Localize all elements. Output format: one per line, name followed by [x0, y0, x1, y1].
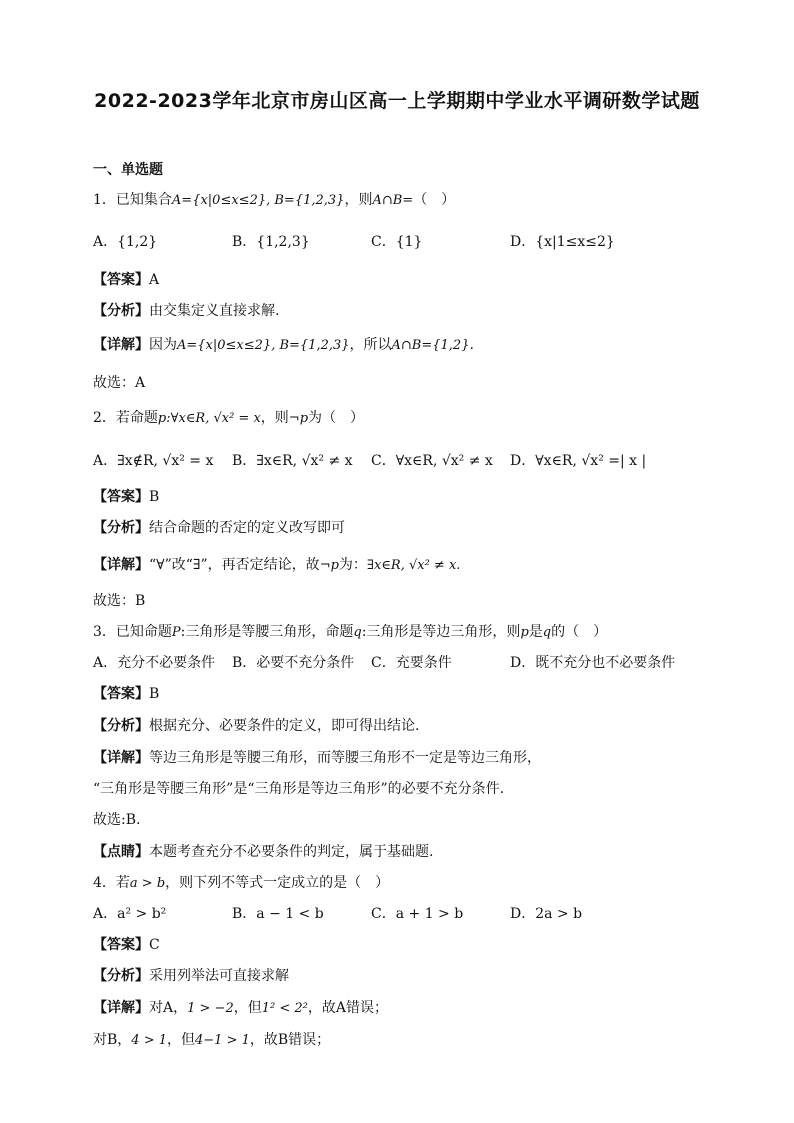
q3-analysis: 【分析】根据充分、必要条件的定义，即可得出结论.	[93, 718, 420, 734]
q4-option-a: A．a² > b²	[93, 906, 167, 922]
q4-option-b: B．a − 1 < b	[232, 906, 324, 922]
q1-stem: 1．已知集合A={x|0≤x≤2}, B={1,2,3}，则A∩B=（ ）	[93, 192, 456, 208]
q4-analysis: 【分析】采用列举法可直接求解	[93, 968, 289, 984]
q4-detail-2: 对B，4 > 1，但4−1 > 1，故B错误；	[93, 1032, 331, 1048]
q3-comment: 【点睛】本题考查充分不必要条件的判定，属于基础题.	[93, 844, 434, 860]
q2-option-a: A．∃x∉R, √x² = x	[93, 453, 214, 469]
q2-answer: 【答案】B	[93, 489, 160, 505]
q3-option-a: A．充分不必要条件	[93, 655, 216, 671]
q3-option-d: D．既不充分也不必要条件	[510, 655, 676, 671]
q4-answer: 【答案】C	[93, 937, 160, 953]
q3-detail-2: “三角形是等腰三角形”是“三角形是等边三角形”的必要不充分条件.	[93, 781, 505, 797]
q2-option-d: D．∀x∈R, √x² =| x |	[510, 453, 647, 469]
q3-choice: 故选:B.	[93, 812, 141, 828]
q4-option-c: C．a + 1 > b	[371, 906, 464, 922]
section-heading: 一、单选题	[93, 162, 163, 178]
q2-detail: 【详解】“∀”改“∃”，再否定结论，故¬p为：∃x∈R, √x² ≠ x.	[93, 557, 461, 573]
q2-option-c: C．∀x∈R, √x² ≠ x	[371, 453, 493, 469]
q1-analysis: 【分析】由交集定义直接求解.	[93, 303, 280, 319]
q2-option-b: B．∃x∈R, √x² ≠ x	[232, 453, 353, 469]
q2-analysis: 【分析】结合命题的否定的定义改写即可	[93, 520, 345, 536]
q3-stem: 3．已知命题P:三角形是等腰三角形，命题q:三角形是等边三角形，则p是q的（ ）	[93, 624, 608, 640]
q3-option-c: C．充要条件	[371, 655, 452, 671]
q1-option-c: C．{1}	[371, 234, 423, 250]
q4-option-d: D．2a > b	[510, 906, 583, 922]
q1-choice: 故选：A	[93, 375, 146, 391]
q4-detail: 【详解】对A，1 > −2，但1² < 2²，故A错误；	[93, 1000, 388, 1016]
q3-option-b: B．必要不充分条件	[232, 655, 355, 671]
q3-detail: 【详解】等边三角形是等腰三角形，而等腰三角形不一定是等边三角形，	[93, 750, 541, 766]
q1-option-d: D．{x|1≤x≤2}	[510, 234, 615, 250]
q1-answer: 【答案】A	[93, 272, 160, 288]
q2-choice: 故选：B	[93, 593, 146, 609]
q1-option-b: B．{1,2,3}	[232, 234, 310, 250]
q3-answer: 【答案】B	[93, 686, 160, 702]
q2-stem: 2．若命题p:∀x∈R, √x² = x，则¬p为（ ）	[93, 410, 365, 426]
q1-option-a: A．{1,2}	[93, 234, 158, 250]
q4-stem: 4．若a > b，则下列不等式一定成立的是（ ）	[93, 875, 390, 891]
document-title: 2022-2023学年北京市房山区高一上学期期中学业水平调研数学试题	[94, 90, 700, 112]
q1-detail: 【详解】因为A={x|0≤x≤2}, B={1,2,3}，所以A∩B={1,2}.	[93, 337, 474, 353]
